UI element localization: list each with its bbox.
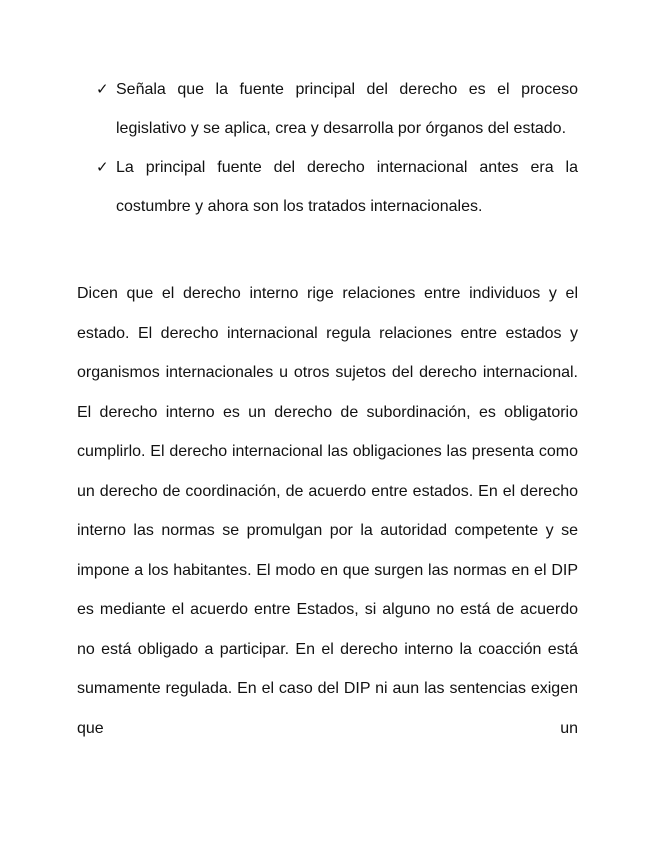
bullet-item xyxy=(96,148,578,226)
bullet-item xyxy=(96,70,578,148)
bullet-list xyxy=(96,70,578,226)
check-icon: ✓ xyxy=(96,81,109,98)
bullet-text: La principal fuente del derecho internacional antes era la costumbre y ahora son los tratados internacionales. xyxy=(116,159,578,215)
bullet-text: Señala que la fuente principal del derecho es el proceso legislativo y se aplica, crea y desarrolla por órganos del estado. xyxy=(116,81,578,137)
check-icon: ✓ xyxy=(96,159,109,176)
body-paragraph: Dicen que el derecho interno rige relaciones entre individuos y el estado. El derecho internacional regula relaciones entre estados y organismos internacionales u otros sujetos del derecho internacional. El derecho interno es un derecho de subordinación, es obligatorio cumplirlo. El derecho internacional las obligaciones las presenta como un derecho de coordinación, de acuerdo entre estados. En el derecho interno las normas se promulgan por la autoridad competente y se impone a los habitantes. El modo en que surgen las normas en el DIP es mediante el acuerdo entre Estados, si alguno no está de acuerdo no está obligado a participar. En el derecho interno la coacción está sumamente regulada. En el caso del DIP ni aun las sentencias exigen que un xyxy=(77,285,578,737)
